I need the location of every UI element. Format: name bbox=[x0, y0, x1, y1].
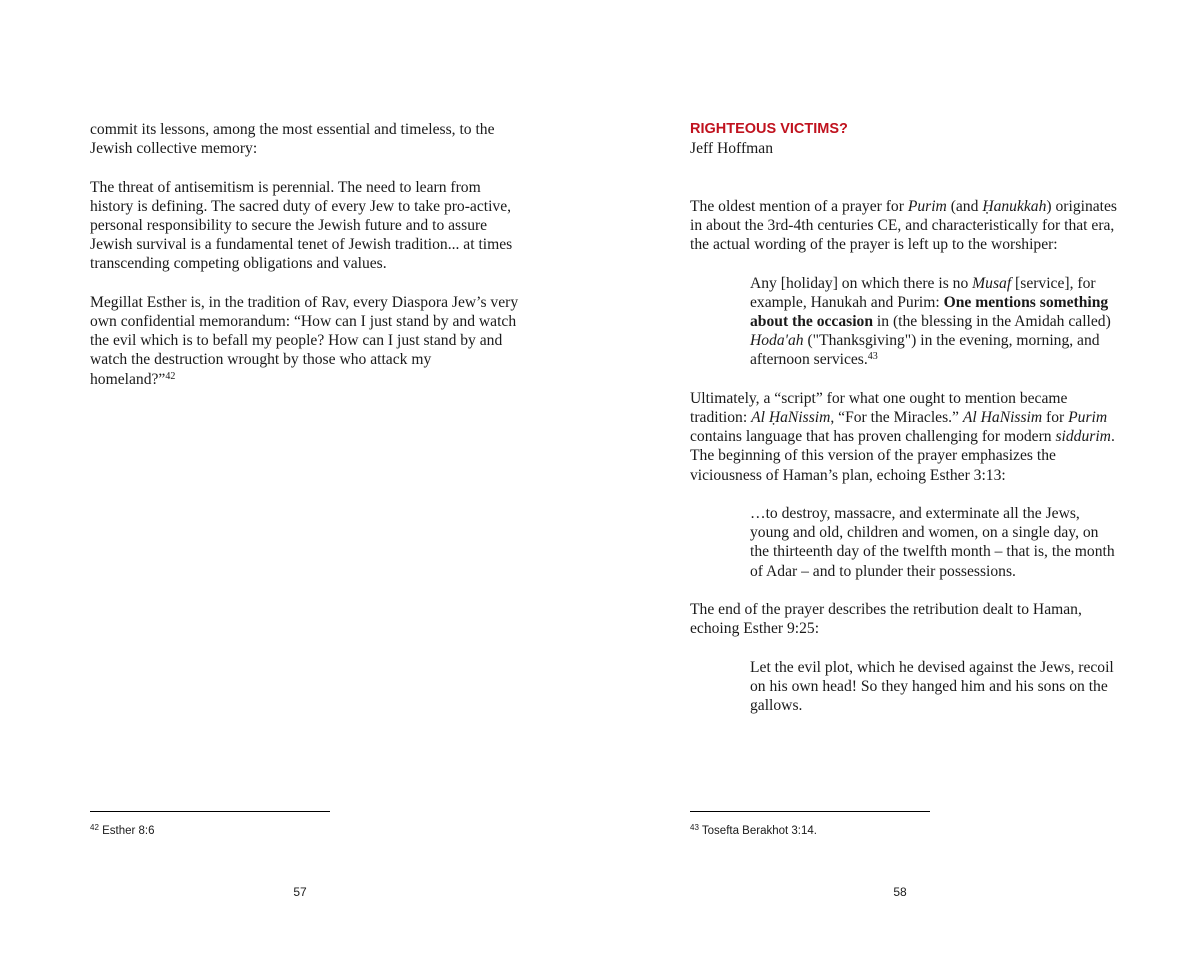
footnote bbox=[90, 825, 155, 837]
block-quote: Any [holiday] on which there is no Musaf [service], for example, Hanukah and Purim: One mentions something about the occasion in (the blessing in the Amidah called) Hoda'ah ("Thanksgiving") in the evening, morning, and afternoon services.$^{43}$ bbox=[750, 274, 1111, 369]
left-page-body bbox=[90, 120, 520, 408]
page-number: 58 bbox=[893, 885, 907, 899]
block-quote: Let the evil plot, which he devised against the Jews, recoil on his own head! So they hanged him and his sons on the gallows. bbox=[750, 658, 1114, 714]
footnote-text: Tosefta Berakhot 3:14. bbox=[701, 825, 817, 837]
paragraph: The oldest mention of a prayer for Purim (and Ḥanukkah) originates in about the 3rd-4th centuries CE, and characteristically for that era, the actual wording of the prayer is left up to the worshiper: bbox=[690, 197, 1117, 254]
right-page bbox=[600, 0, 1200, 960]
paragraph: Ultimately, a “script” for what one ought to mention became tradition: Al ḤaNissim, “For the Miracles.” Al HaNissim for Purim contains language that has proven challenging for modern siddurim. The beginning of this version of the prayer emphasizes the viciousness of Haman’s plan, echoing Esther 3:13: bbox=[690, 389, 1115, 484]
footnote bbox=[690, 825, 817, 837]
footnote-number: 42 bbox=[90, 823, 99, 832]
footnote-text: Esther 8:6 bbox=[102, 825, 155, 837]
paragraph bbox=[90, 293, 520, 389]
paragraph: The threat of antisemitism is perennial. The need to learn from history is defining. The sacred duty of every Jew to take pro-active, personal responsibility to secure the Jewish future and to assure Jewish survival is a fundamental tenet of Jewish tradition... at times transcending competing obligations and values. bbox=[90, 178, 513, 273]
block-quote: …to destroy, massacre, and exterminate all the Jews, young and old, children and women, on a single day, on the thirteenth day of the twelfth month – that is, the month of Adar – and to plunder their possessions. bbox=[750, 505, 1115, 580]
page-number: 57 bbox=[293, 885, 307, 899]
footnote-divider bbox=[90, 811, 330, 812]
paragraph-text: Megillat Esther is, in the tradition of Rav, every Diaspora Jew’s very own confidential memorandum: “How can I just stand by and watch the evil which is to befall my people? How can I just stand by and watch the destruction wrought by those who attack my homeland?” bbox=[90, 293, 519, 388]
footnote-number: 43 bbox=[690, 823, 699, 832]
paragraph: The end of the prayer describes the retribution dealt to Haman, echoing Esther 9:25: bbox=[690, 601, 1082, 638]
right-page-body bbox=[690, 120, 1120, 734]
section-heading: RIGHTEOUS VICTIMS? bbox=[690, 121, 848, 137]
footnote-ref[interactable]: 42 bbox=[165, 370, 176, 382]
footnote-ref[interactable]: 43 bbox=[867, 351, 878, 363]
footnote-divider bbox=[690, 811, 930, 812]
paragraph: commit its lessons, among the most essential and timeless, to the Jewish collective memory: bbox=[90, 121, 495, 158]
author-name: Jeff Hoffman bbox=[690, 140, 774, 158]
